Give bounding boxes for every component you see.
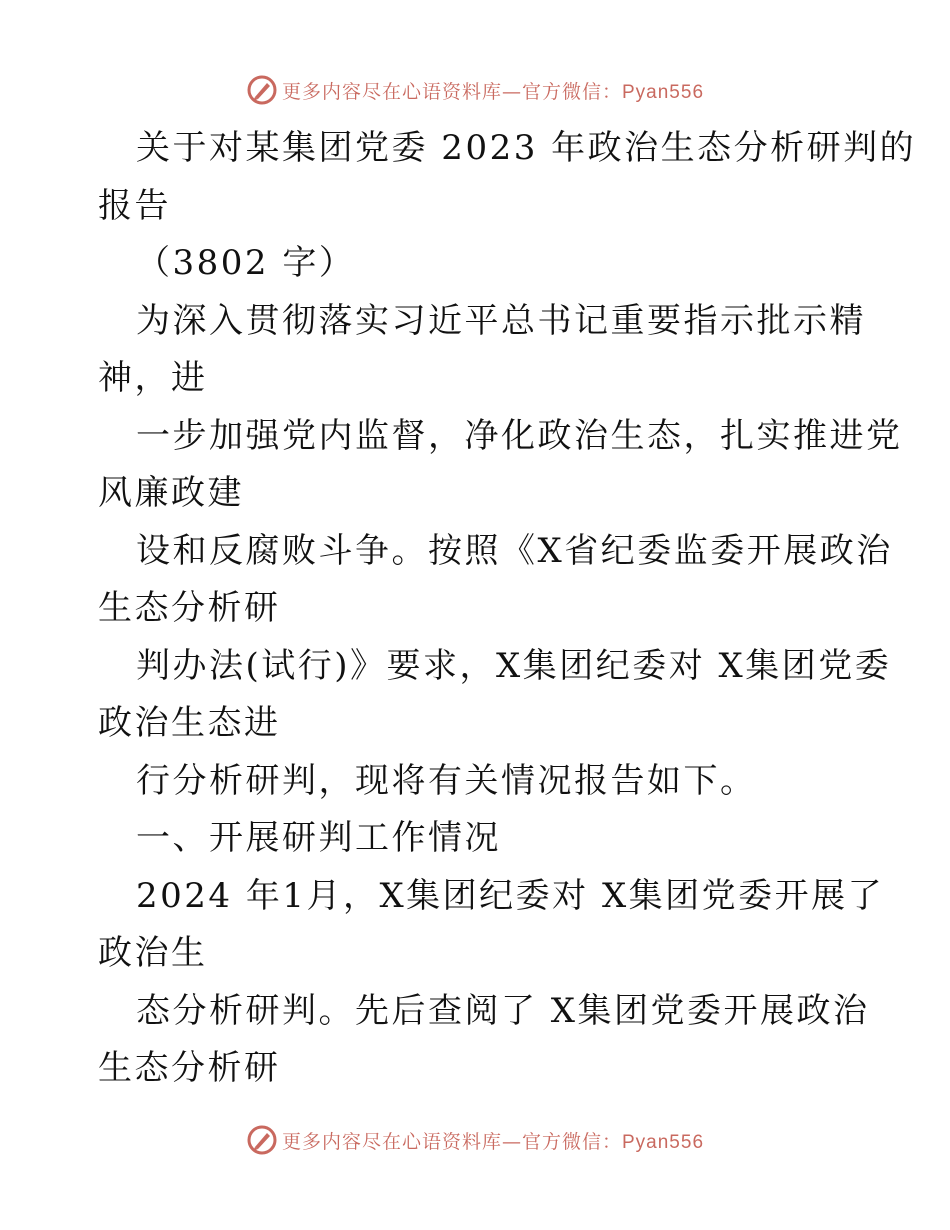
pen-logo-icon	[246, 74, 278, 106]
doc-line: 行分析研判，现将有关情况报告如下。	[136, 760, 757, 801]
doc-line: 一步加强党内监督，净化政治生态，扎实推进党	[136, 415, 903, 456]
doc-line: 2024 年1月，X集团纪委对 X集团党委开展了	[136, 875, 885, 916]
doc-line: 政治生	[98, 933, 208, 973]
doc-line: 态分析研判。先后查阅了 X集团党委开展政治	[136, 990, 870, 1031]
section-heading: 一、开展研判工作情况	[136, 818, 501, 858]
doc-title-line-1: 关于对某集团党委 2023 年政治生态分析研判的	[136, 128, 917, 168]
document-body	[98, 120, 917, 1098]
doc-line: 神，进	[98, 358, 208, 398]
doc-line: 判办法(试行)》要求，X集团纪委对 X集团党委	[136, 645, 892, 686]
footer-watermark	[0, 1122, 950, 1158]
watermark-label: 更多内容尽在心语资料库—官方微信：Pyan556	[281, 80, 705, 103]
doc-word-count: （3802 字）	[136, 243, 356, 283]
watermark-label: 更多内容尽在心语资料库—官方微信：Pyan556	[281, 1130, 705, 1153]
doc-title-line-2: 报告	[98, 185, 171, 226]
doc-line: 生态分析研	[98, 588, 281, 628]
doc-line: 为深入贯彻落实习近平总书记重要指示批示精	[136, 300, 866, 341]
doc-line: 设和反腐败斗争。按照《X省纪委监委开展政治	[136, 530, 893, 571]
pen-logo-icon	[246, 1124, 278, 1156]
header-watermark	[0, 72, 950, 108]
doc-line: 风廉政建	[98, 473, 244, 513]
doc-line: 生态分析研	[98, 1048, 281, 1088]
doc-line: 政治生态进	[98, 703, 281, 743]
